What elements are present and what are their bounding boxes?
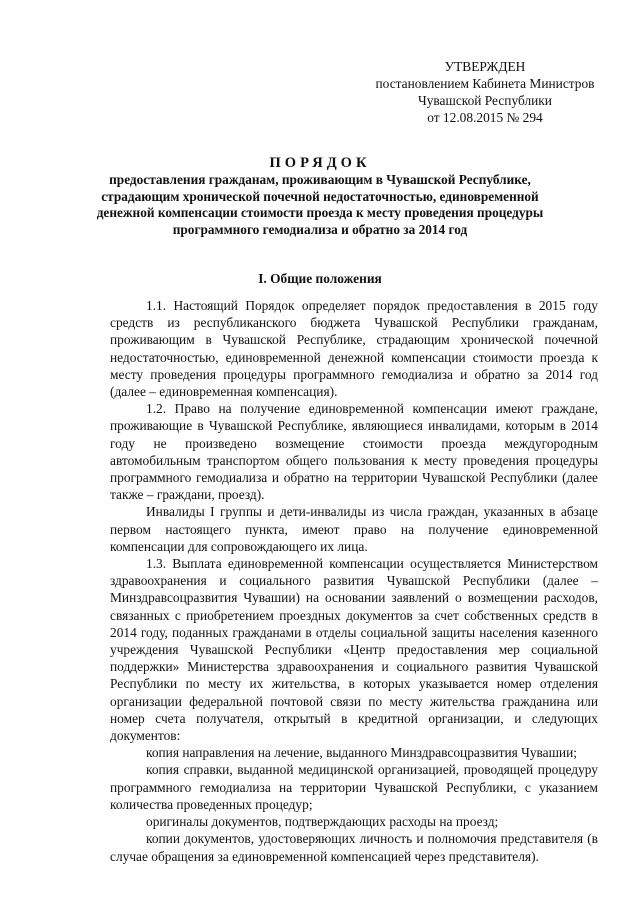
list-item: копии документов, удостоверяющих личность и полномочия представителя (в случае обращения за единовременной компенсацией через представителя). xyxy=(110,831,598,864)
approval-line: Чувашской Республики xyxy=(418,93,552,108)
subtitle-line: предоставления гражданам, проживающим в Чувашской Республике, xyxy=(109,172,531,187)
document-title: ПОРЯДОК xyxy=(269,155,371,171)
list-item: копия направления на лечение, выданного Минздравсоцразвития Чувашии; xyxy=(146,745,577,761)
approval-stamp xyxy=(360,58,610,126)
paragraph: 1.1. Настоящий Порядок определяет порядок предоставления в 2015 году средств из республиканского бюджета Чувашской Республики гражданам, проживающим в Чувашской Республике, страдающим хронической почечной недостаточностью, единовременной денежной компенсации стоимости проезда к месту проведения процедуры программного гемодиализа и обратно за 2014 год (далее – единовременная компенсация). xyxy=(110,298,598,400)
list-item: оригиналы документов, подтверждающих расходы на проезд; xyxy=(146,814,499,830)
approval-line: постановлением Кабинета Министров xyxy=(375,76,595,91)
approval-line: от 12.08.2015 № 294 xyxy=(427,110,543,125)
paragraph: 1.3. Выплата единовременной компенсации осуществляется Министерством здравоохранения и социального развития Чувашской Республики (далее – Минздравсоцразвития Чувашии) на основании заявлений о возмещении расходов, связанных с приобретением проездных документов за счет собственных средств в 2014 году, поданных гражданами в отделы социальной защиты населения казенного учреждения Чувашской Республики «Центр предоставления мер социальной поддержки» Министерства здравоохранения и социального развития Чувашской Республики по месту их жительства, в которых указывается номер отделения организации федеральной почтовой связи по месту жительства гражданина или номер счета получателя, открытый в кредитной организации, и следующих документов: xyxy=(110,556,598,744)
paragraph: Инвалиды I группы и дети-инвалиды из числа граждан, указанных в абзаце первом настоящего пункта, имеют право на получение единовременной компенсации для сопровождающего их лица. xyxy=(110,504,598,554)
paragraph: 1.2. Право на получение единовременной компенсации имеют граждане, проживающие в Чувашской Республике, являющиеся инвалидами, которым в 2014 году не произведено возмещение стоимости проезда междугородным автомобильным транспортом общего пользования к месту проведения процедуры программного гемодиализа и обратно на территории Чувашской Республики (далее также – граждани, проезд). xyxy=(110,401,598,503)
section-heading: I. Общие положения xyxy=(258,271,382,286)
document-subtitle xyxy=(95,172,545,238)
subtitle-line: страдающим хронической почечной недостаточностью, единовременной xyxy=(101,188,539,204)
subtitle-line: денежной компенсации стоимости проезда к месту проведения процедуры xyxy=(96,205,544,220)
list-item: копия справки, выданной медицинской организацией, проводящей процедуру программного гемодиализа на территории Чувашской Республики, с указанием количества проведенных процедур; xyxy=(110,762,598,812)
document-body xyxy=(110,297,598,865)
subtitle-line: программного гемодиализа и обратно за 2014 год xyxy=(172,221,468,237)
approval-line: УТВЕРЖДЕН xyxy=(444,59,526,74)
